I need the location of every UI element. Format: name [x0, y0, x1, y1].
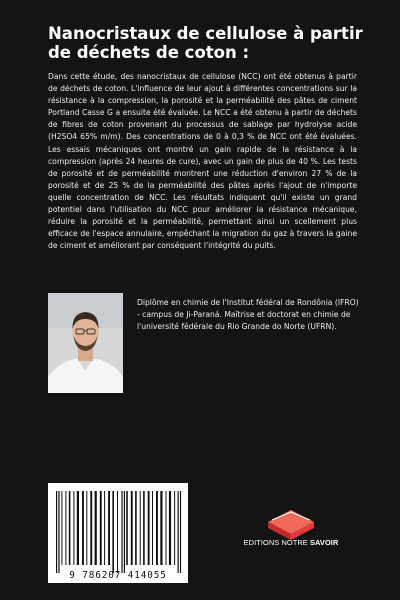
- barcode-bar: [95, 491, 97, 565]
- author-photo: [48, 293, 123, 393]
- barcode-bar: [104, 491, 105, 565]
- barcode-bar: [90, 491, 92, 565]
- barcode-bar: [169, 491, 171, 565]
- barcode-bar: [131, 491, 133, 565]
- barcode-bar: [140, 491, 141, 565]
- barcode-bar: [61, 491, 62, 565]
- book-summary: Dans cette étude, des nanocristaux de cellulose (NCC) ont été obtenus à partir de déchets de coton. L'influence de leur ajout à différentes concentrations sur la résistance à la compression, la porosité et la perméabilité des pâtes de ciment Portland Casse G a ensuite été évaluée. Le NCC a été obtenu à partir de déchets de fibres de coton provenant du processus de sablage par hydrolyse acide (H2SO4 65% m/m). Des concentrations de 0 à 0,3 % de NCC ont été évaluées. Les essais mécaniques ont montré un gain rapide de la résistance à la compression (après 24 heures de cure), avec un gain de plus de 40 %. Les tests de porosité et de perméabilité montrent une réduction d'environ 27 % de la porosité et de 25 % de la perméabilité des pâtes après l'ajout de n'importe quelle concentration de NCC. Les résultats indiquent qu'il existe un grand potentiel dans l'utilisation du NCC pour améliorer la résistance mécanique, réduire la porosité et la perméabilité, permettant ainsi un scellement plus efficace de l'espace annulaire, empêchant la migration du gaz à travers la gaine de ciment et améliorant par conséquent l'intégrité du puits.: [48, 72, 357, 251]
- barcode-bar: [100, 491, 102, 565]
- barcode-bar: [166, 491, 167, 565]
- barcode-bar: [156, 491, 158, 565]
- barcode-bar: [82, 491, 84, 565]
- barcode-bar: [117, 491, 118, 573]
- barcode-bar: [180, 491, 181, 573]
- isbn-barcode: [48, 483, 188, 583]
- barcode-digits: 9 786207 414055: [69, 570, 167, 581]
- barcode-bar: [135, 491, 137, 565]
- barcode-bar: [77, 491, 79, 565]
- barcode-bar: [152, 491, 153, 565]
- barcode-bar: [124, 491, 125, 573]
- barcode-bar: [108, 491, 110, 565]
- barcode-bar: [69, 491, 71, 565]
- barcode-bars: [48, 483, 188, 583]
- barcode-bar: [86, 491, 87, 565]
- barcode-bar: [126, 491, 128, 565]
- barcode-bar: [143, 491, 145, 565]
- barcode-bar: [58, 491, 59, 573]
- barcode-bar: [73, 491, 74, 565]
- publisher-logo-icon: [250, 500, 332, 560]
- publisher-name: EDITIONS NOTRE SAVOIR: [243, 538, 339, 547]
- barcode-bar: [178, 491, 179, 573]
- author-bio: Diplôme en chimie de l'Institut fédéral de Rondônia (IFRO) - campus de Ji-Paraná. Maîtrise et doctorat en chimie de l'université fédérale du Rio Grande do Norte (UFRN).: [137, 298, 359, 332]
- barcode-bar: [174, 491, 175, 565]
- barcode-bar: [121, 491, 122, 573]
- book-title: Nanocristaux de cellulose à partir de déchets de coton :: [48, 24, 363, 62]
- barcode-bar: [112, 491, 114, 573]
- barcode-bar: [56, 491, 57, 573]
- barcode-bar: [65, 491, 66, 565]
- barcode-bar: [148, 491, 150, 565]
- author-portrait-icon: [48, 293, 123, 393]
- barcode-bar: [160, 491, 162, 565]
